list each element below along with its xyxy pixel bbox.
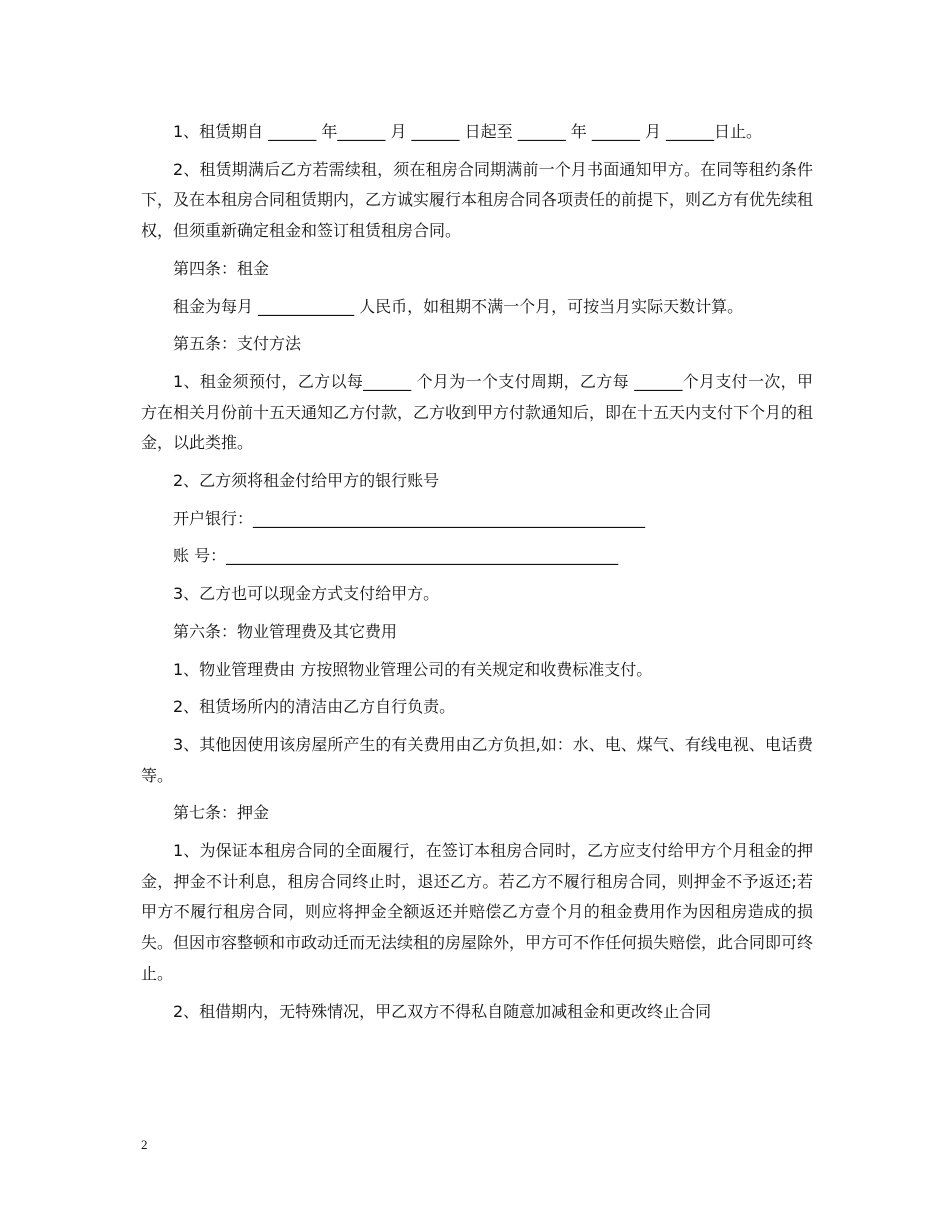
clause-cash-payment: 3、乙方也可以现金方式支付给甲方。 bbox=[173, 584, 440, 604]
clause-renewal: 2、租赁期满后乙方若需续租，须在租房合同期满前一个月书面通知甲方。在同等租约条件下，及在本租房合同租赁期内，乙方诚实履行本租房合同各项责任的前提下，则乙方有优先续租权，但须重新确定租金和签订租赁租房合同。 bbox=[141, 159, 814, 241]
clause-rent-amount: 租金为每月 ____________ 人民币，如租期不满一个月，可按当月实际天数计算。 bbox=[173, 296, 744, 316]
paragraph-gap bbox=[141, 610, 813, 617]
clause-cleaning: 2、租赁场所内的清洁由乙方自行负责。 bbox=[173, 697, 456, 717]
clause-no-change: 2、租借期内，无特殊情况，甲乙双方不得私自随意加减租金和更改终止合同 bbox=[173, 1001, 712, 1021]
paragraph-gap bbox=[141, 572, 813, 579]
paragraph-gap bbox=[141, 497, 813, 504]
paragraph-gap bbox=[141, 247, 813, 254]
clause-lease-period: 1、租赁期自 ______ 年______ 月 ______ 日起至 ______ 年 ______ 月 ______日止。 bbox=[173, 122, 763, 141]
article-5-heading: 第五条：支付方法 bbox=[173, 334, 302, 354]
article-6-heading: 第六条：物业管理费及其它费用 bbox=[173, 621, 398, 641]
document-body bbox=[141, 117, 813, 1027]
paragraph-gap bbox=[141, 360, 813, 367]
paragraph-gap bbox=[141, 648, 813, 655]
paragraph-gap bbox=[141, 322, 813, 329]
clause-property-fee: 1、物业管理费由 方按照物业管理公司的有关规定和收费标准支付。 bbox=[173, 659, 653, 679]
paragraph-gap bbox=[141, 990, 813, 997]
paragraph-gap bbox=[141, 723, 813, 730]
paragraph-gap bbox=[141, 148, 813, 155]
paragraph-gap bbox=[141, 534, 813, 541]
paragraph-gap bbox=[141, 285, 813, 292]
page-number: 2 bbox=[141, 1137, 148, 1152]
clause-other-fees: 3、其他因使用该房屋所产生的有关费用由乙方负担,如：水、电、煤气、有线电视、电话费等。 bbox=[141, 734, 813, 785]
article-4-heading: 第四条：租金 bbox=[173, 258, 270, 278]
clause-prepayment: 1、租金须预付，乙方以每______ 个月为一个支付周期，乙方每 ______个月支付一次，甲方在相关月份前十五天通知乙方付款，乙方收到甲方付款通知后，即在十五天内支付下个月的租金，以此类推。 bbox=[141, 371, 814, 453]
clause-deposit: 1、为保证本租房合同的全面履行，在签订本租房合同时，乙方应支付给甲方个月租金的押金，押金不计利息，租房合同终止时，退还乙方。若乙方不履行租房合同，则押金不予返还;若甲方不履行租房合同，则应将押金全额返还并赔偿乙方壹个月的租金费用作为因租房造成的损失。但因市容整顿和市政动迁而无法续租的房屋除外，甲方可不作任何损失赔偿，此合同即可终止。 bbox=[141, 841, 814, 983]
field-bank-name: 开户银行：_________________________________________________ bbox=[173, 508, 646, 528]
article-7-heading: 第七条：押金 bbox=[173, 803, 270, 823]
paragraph-gap bbox=[141, 829, 813, 836]
field-account-number: 账 号：_________________________________________________ bbox=[173, 546, 619, 566]
paragraph-gap bbox=[141, 791, 813, 798]
clause-bank-account: 2、乙方须将租金付给甲方的银行账号 bbox=[173, 471, 440, 491]
paragraph-gap bbox=[141, 685, 813, 692]
paragraph-gap bbox=[141, 459, 813, 466]
